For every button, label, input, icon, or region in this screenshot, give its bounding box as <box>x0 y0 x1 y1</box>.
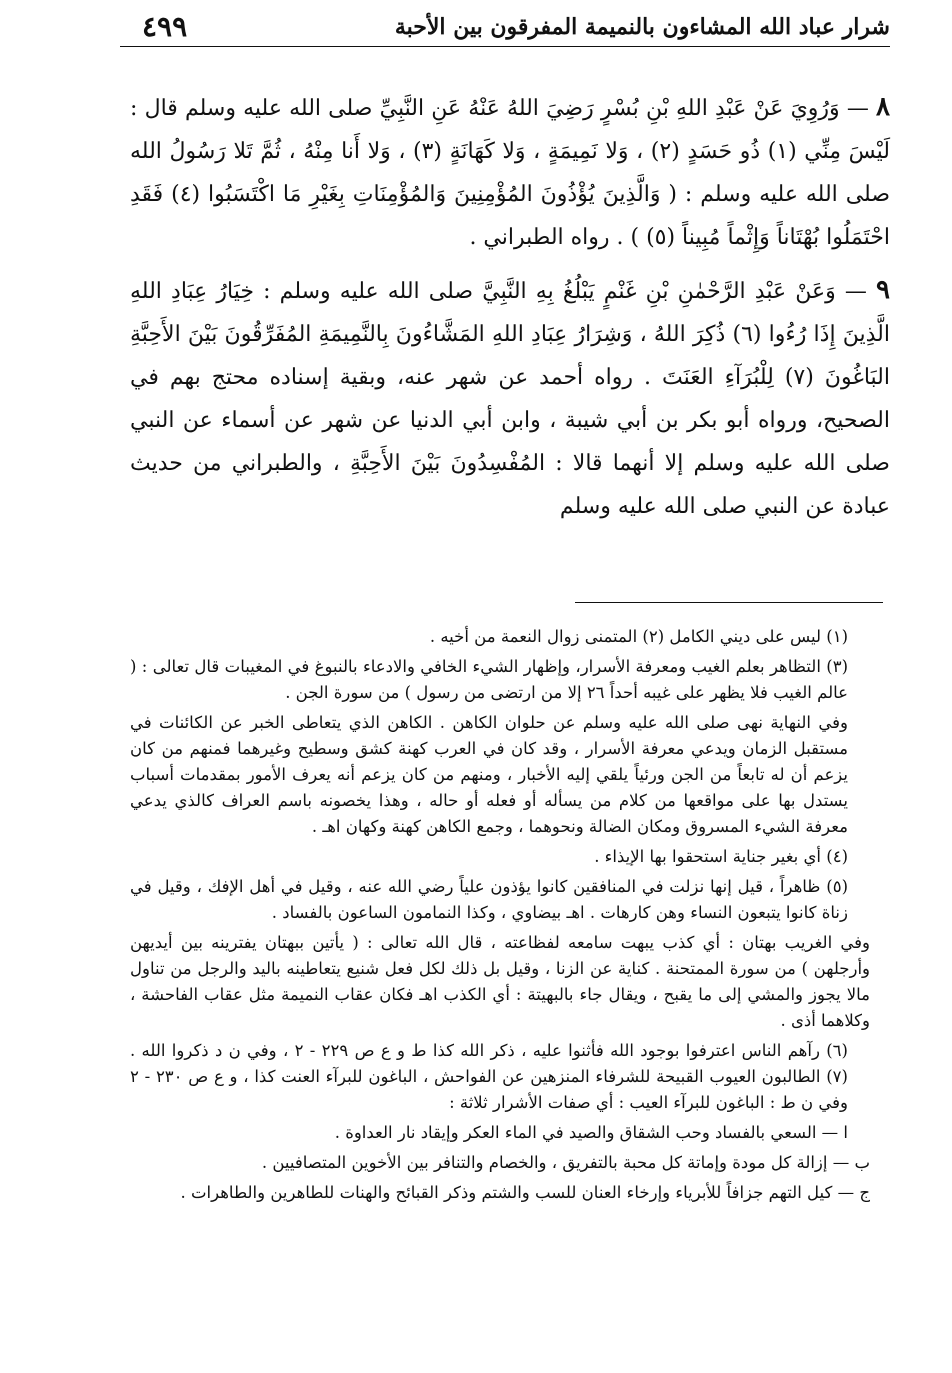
running-title: شرار عباد الله المشاءون بالنميمة المفرقون بين الأحبة <box>394 14 890 40</box>
hadith-9 <box>130 269 890 528</box>
main-text <box>130 86 890 528</box>
footnote: وفي الغريب بهتان : أي كذب يبهت سامعه لفظاعته ، قال الله تعالى : ( يأتين ببهتان يفترينه بين أيديهن وأرجلهن ) من سورة الممتحنة . كناية عن الزنا ، وقيل بل ذلك لكل فعل شنيع يتعاطينه باليد والرجل من تناول مالا يجوز والمشي إلى ما يقبح ، ويقال جاء بالبهيتة : أي الكذب اهـ فكان عقاب النميمة مثل عقاب الفاحشة ، وكلاهما أذى . <box>130 933 871 1030</box>
hadith-text: — وَعَنْ عَبْدِ الرَّحْمٰنِ بْنِ غَنْمٍ يَبْلُغُ بِهِ النَّبِيَّ صلى الله عليه وسلم : خِيَارُ عِبَادِ اللهِ الَّذِينَ إِذَا رُءُوا (٦) ذُكِرَ اللهُ ، وَشِرَارُ عِبَادِ اللهِ المَشَّاءُونَ بِالنَّمِيمَةِ المُفَرِّقُونَ بَيْنَ الأَحِبَّةِ البَاغُونَ (٧) لِلْبُرَآءِ العَنَتَ . رواه أحمد عن شهر عنه، وبقية إسناده محتج بهم في الصحيح، ورواه أبو بكر بن أبي شيبة ، وابن أبي الدنيا عن شهر عن أسماء عن النبي صلى الله عليه وسلم إلا أنهما قالا : المُفْسِدُونَ بَيْنَ الأَحِبَّةِ ، والطبراني من حديث عبادة عن النبي صلى الله عليه وسلم <box>130 279 890 519</box>
footnote: (٦) رآهم الناس اعترفوا بوجود الله فأثنوا عليه ، ذكر الله كذا ط و ع ص ٢٢٩ - ٢ ، وفي ن د ذكروا الله . (٧) الطالبون العيوب القبيحة للشرفاء المنزهين عن الفواحش ، الباغون للبرآء العنت كذا ، و ع ص ٢٣٠ - ٢ وفي ن ط : الباغون للبرآء العيب : أي صفات الأشرار ثلاثة : <box>130 1041 848 1112</box>
footnote: (٣) التظاهر بعلم الغيب ومعرفة الأسرار، وإظهار الشيء الخافي والادعاء بالنبوغ في المغيبات قال تعالى : ( عالم الغيب فلا يظهر على غيبه أحداً ٢٦ إلا من ارتضى من رسول ) من سورة الجن . <box>130 657 848 702</box>
footnote: (١) ليس على ديني الكامل (٢) المتمنى زوال النعمة من أخيه . <box>429 627 848 646</box>
footnote-list-item: ا — السعي بالفساد وحب الشقاق والصيد في الماء العكر وإيقاد نار العداوة . <box>334 1123 848 1142</box>
footnote: وفي النهاية نهى صلى الله عليه وسلم عن حلوان الكاهن . الكاهن الذي يتعاطى الخبر عن الكائنات في مستقبل الزمان ويدعي معرفة الأسرار ، وقد كان في العرب كهنة كشق وسطيح وغيرهما فمنهم من كان يزعم أن له تابعاً من الجن ورئياً يلقي إليه الأخبار ، ومنهم من كان يزعم أنه يعرف الأمور بمقدمات أسباب يستدل بها على مواقعها من كلام من يسأله أو فعله أو حاله ، وهذا يخصونه باسم العراف كالذي يدعي معرفة الشيء المسروق ومكان الضالة ونحوهما ، وجمع الكاهن كهنة وكهان اهـ . <box>130 713 848 836</box>
page-header <box>120 8 890 47</box>
footnote-list-item: ب — إزالة كل مودة وإماتة كل محبة بالتفريق ، والخصام والتنافر بين الأخوين المتصافيين . <box>261 1153 870 1172</box>
footnote: (٥) ظاهراً ، قيل إنها نزلت في المنافقين كانوا يؤذون علياً رضي الله عنه ، وقيل في أهل الإفك ، وقيل في زناة كانوا يتبعون النساء وهن كارهات . اهـ بيضاوي ، وكذا النمامون الساعون بالفساد . <box>130 877 848 922</box>
hadith-number: ٨ <box>876 92 890 122</box>
footnotes <box>130 624 870 1206</box>
footnote-list-item: ج — كيل التهم جزافاً للأبرياء وإرخاء العنان للسب والشتم وذكر القبائح والهنات للطاهرين والطاهرات . <box>180 1183 870 1202</box>
hadith-8 <box>130 86 890 259</box>
footnote: (٤) أي بغير جناية استحقوا بها الإيذاء . <box>594 847 848 866</box>
page-number: ٤٩٩ <box>142 10 188 43</box>
hadith-text: — وَرُوِيَ عَنْ عَبْدِ اللهِ بْنِ بُسْرٍ رَضِيَ اللهُ عَنْهُ عَنِ النَّبِيِّ صلى الله عليه وسلم قال : لَيْسَ مِنِّي (١) ذُو حَسَدٍ (٢) ، وَلا نَمِيمَةٍ ، وَلا كَهَانَةٍ (٣) ، وَلا أَنا مِنْهُ ، ثُمَّ تَلا رَسُولُ الله صلى الله عليه وسلم : ( وَالَّذِينَ يُؤْذُونَ المُؤْمِنِينَ وَالمُؤْمِنَاتِ بِغَيْرِ مَا اكْتَسَبُوا (٤) فَقَدِ احْتَمَلُوا بُهْتَاناً وَإِثْماً مُبِيناً (٥) ) . رواه الطبراني . <box>130 96 891 250</box>
footnote-divider <box>575 602 883 603</box>
hadith-number: ٩ <box>876 275 890 305</box>
